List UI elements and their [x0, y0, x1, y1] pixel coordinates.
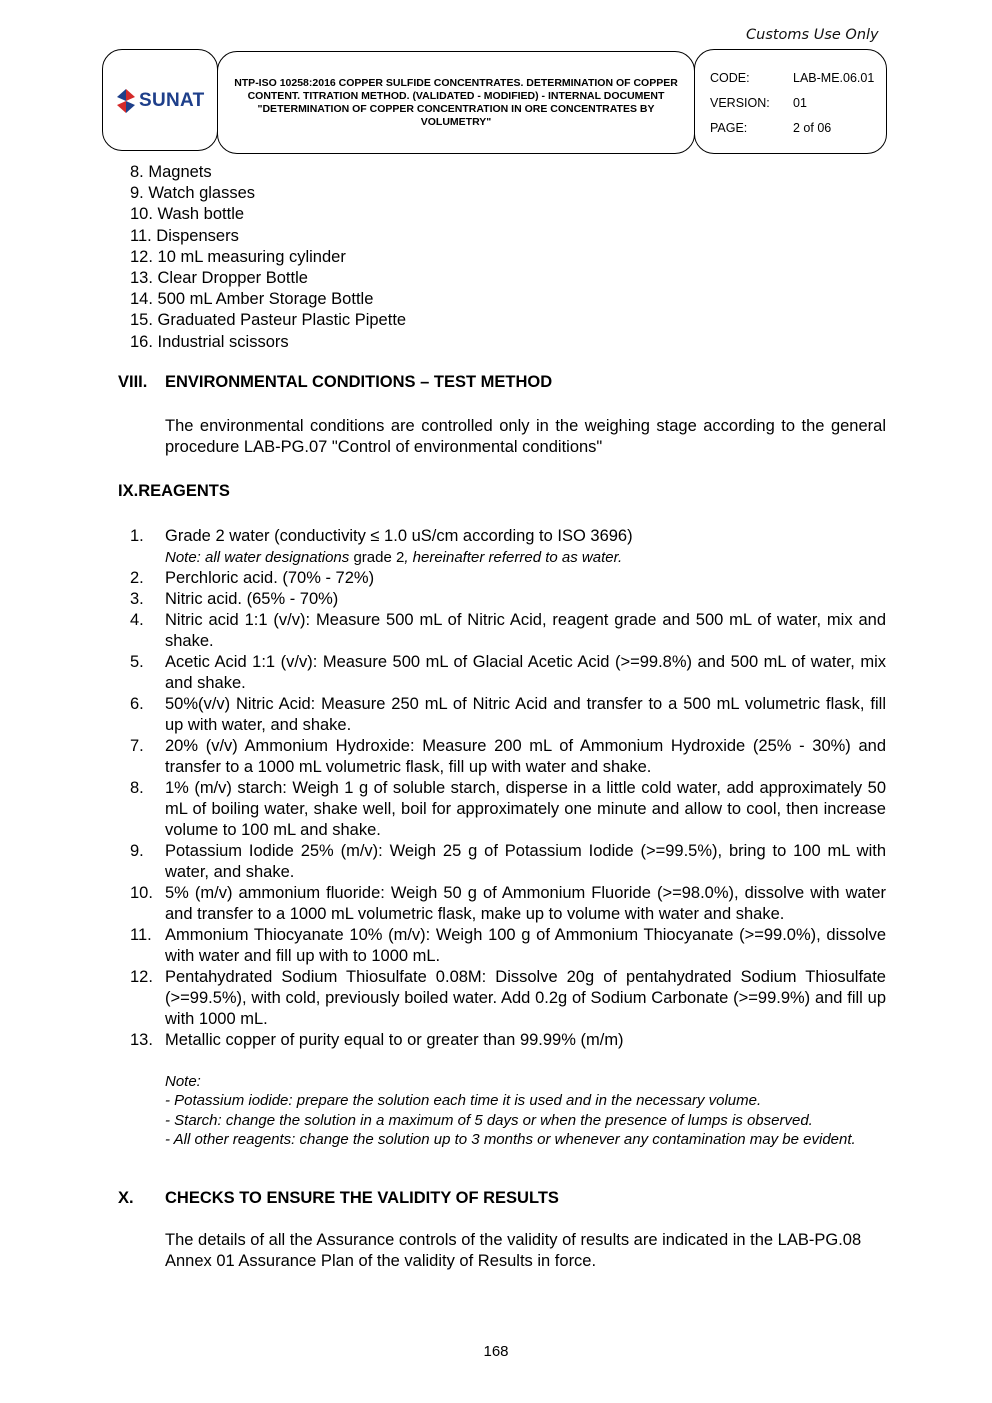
note-text: Note: all water designations: [165, 549, 354, 566]
logo-box: [102, 49, 218, 151]
item-number: 6.: [130, 695, 144, 713]
note-text: grade 2: [353, 549, 405, 566]
code-value: LAB-ME.06.01: [793, 71, 875, 85]
section-heading-x: [118, 1189, 559, 1208]
list-item: 14. 500 mL Amber Storage Bottle: [130, 290, 374, 309]
item-number: 10.: [130, 884, 153, 902]
item-number: 11.: [130, 926, 152, 944]
section-heading-ix: [118, 482, 230, 501]
item-number: 1.: [130, 527, 144, 545]
logo-text: SUNAT: [139, 90, 205, 111]
version-row: [710, 96, 807, 110]
section-heading-viii: [118, 373, 552, 392]
item-text: Nitric acid 1:1 (v/v): Measure 500 mL of Nitric Acid, reagent grade and 500 mL of water, mix and shake.: [165, 611, 886, 650]
item-text: Pentahydrated Sodium Thiosulfate 0.08M: Dissolve 20g of pentahydrated Sodium Thiosulfate (>=99.5%), with cold, previously boiled water. Add 0.2g of Sodium Carbonate (>=99.9%) and fill up with 1000 mL.: [165, 968, 886, 1028]
note-text: , hereinafter referred to as water.: [404, 549, 623, 566]
list-item: 15. Graduated Pasteur Plastic Pipette: [130, 311, 407, 330]
section-number: IX.: [118, 482, 139, 500]
note-line: - Potassium iodide: prepare the solution each time it is used and in the necessary volume.: [165, 1092, 762, 1110]
note-line: Note:: [165, 1073, 201, 1090]
item-note: [165, 549, 622, 566]
list-item: 12. 10 mL measuring cylinder: [130, 247, 346, 266]
item-text: 50%(v/v) Nitric Acid: Measure 250 mL of Nitric Acid and transfer to a 500 mL volumetric flask, fill up with water, and shake.: [165, 695, 886, 734]
list-item: [130, 967, 886, 1030]
section-viii-body: The environmental conditions are controlled only in the weighing stage according to the general procedure LAB-PG.07 "Control of environmental conditions": [165, 417, 886, 456]
list-item: [130, 925, 886, 967]
section-number: X.: [118, 1189, 134, 1207]
section-x-body: The details of all the Assurance controls of the validity of results are indicated in the LAB-PG.08 Annex 01 Assurance Plan of the validity of Results in force.: [165, 1231, 862, 1270]
page-value: 2 of 06: [793, 121, 832, 135]
item-text: Acetic Acid 1:1 (v/v): Measure 500 mL of Glacial Acetic Acid (>=99.8%) and 500 mL of water, mix and shake.: [165, 653, 886, 692]
page-number: 168: [483, 1343, 509, 1360]
list-item: 16. Industrial scissors: [130, 332, 289, 351]
note-line: - Starch: change the solution in a maximum of 5 days or when the presence of lumps is observed.: [165, 1111, 813, 1129]
item-number: 8.: [130, 779, 144, 797]
list-item: [130, 652, 886, 694]
item-text: Grade 2 water (conductivity ≤ 1.0 uS/cm according to ISO 3696): [165, 527, 633, 545]
code-label: CODE:: [710, 71, 750, 85]
code-row: [710, 71, 875, 85]
list-item: [130, 778, 886, 841]
list-item: [130, 526, 886, 568]
item-text: 1% (m/v) starch: Weigh 1 g of soluble starch, disperse in a little cold water, add approximately 50 mL of boiling water, shake well, boil for approximately one minute and allow to cool, then increase volume to 100 mL and shake.: [165, 779, 886, 839]
item-number: 3.: [130, 590, 144, 608]
materials-list: [130, 162, 406, 353]
item-text: Potassium Iodide 25% (m/v): Weigh 25 g of Potassium Iodide (>=99.5%), bring to 100 mL with water, and shake.: [165, 842, 886, 881]
list-item: 11. Dispensers: [130, 226, 239, 245]
list-item: 9. Watch glasses: [130, 184, 256, 203]
version-value: 01: [793, 96, 807, 110]
section-title: CHECKS TO ENSURE THE VALIDITY OF RESULTS: [165, 1189, 559, 1207]
item-text: Perchloric acid. (70% - 72%): [165, 569, 375, 587]
section-title: ENVIRONMENTAL CONDITIONS – TEST METHOD: [165, 373, 553, 391]
item-number: 4.: [130, 611, 144, 629]
item-number: 7.: [130, 737, 144, 755]
list-item: 10. Wash bottle: [130, 205, 245, 224]
customs-use-label: Customs Use Only: [746, 27, 879, 43]
page-label: PAGE:: [710, 121, 748, 135]
note-line: - All other reagents: change the solution up to 3 months or whenever any contamination may be evident.: [165, 1130, 856, 1148]
item-number: 13.: [130, 1031, 153, 1049]
list-item: [130, 1030, 886, 1051]
list-item: [130, 610, 886, 652]
item-number: 9.: [130, 842, 144, 860]
list-item: [130, 841, 886, 883]
list-item: [130, 568, 886, 589]
sunat-logo: [115, 88, 205, 114]
reagents-list: [130, 526, 886, 1051]
sunat-emblem-icon: [115, 88, 137, 114]
list-item: [130, 694, 886, 736]
item-text: Ammonium Thiocyanate 10% (m/v): Weigh 100 g of Ammonium Thiocyanate (>=99.0%), dissolve with water and fill up with to 1000 mL.: [165, 926, 886, 965]
list-item: 13. Clear Dropper Bottle: [130, 269, 308, 288]
reagent-notes: [165, 1072, 886, 1149]
item-number: 5.: [130, 653, 144, 671]
item-text: Nitric acid. (65% - 70%): [165, 590, 339, 608]
document-meta-box: [694, 49, 887, 154]
document-title-box: [217, 51, 695, 154]
section-number: VIII.: [118, 373, 148, 391]
item-number: 12.: [130, 968, 153, 986]
item-text: Metallic copper of purity equal to or greater than 99.99% (m/m): [165, 1031, 624, 1049]
list-item: [130, 736, 886, 778]
document-title: NTP-ISO 10258:2016 COPPER SULFIDE CONCENTRATES. DETERMINATION OF COPPER CONTENT. TITRATION METHOD. (VALIDATED - MODIFIED) - INTERNAL DOCUMENT "DETERMINATION OF COPPER CONCENTRATION IN ORE CONCENTRATES BY VOLUMETRY": [234, 76, 678, 128]
list-item: 8. Magnets: [130, 163, 212, 181]
version-label: VERSION:: [710, 96, 770, 110]
section-title: REAGENTS: [138, 482, 230, 500]
page-row: [710, 121, 832, 135]
item-text: 20% (v/v) Ammonium Hydroxide: Measure 200 mL of Ammonium Hydroxide (25% - 30%) and transfer to a 1000 mL volumetric flask, fill up with water and shake.: [165, 737, 886, 776]
item-number: 2.: [130, 569, 144, 587]
item-text: 5% (m/v) ammonium fluoride: Weigh 50 g of Ammonium Fluoride (>=98.0%), dissolve with water and transfer to a 1000 mL volumetric flask, make up to volume with water and shake.: [165, 884, 886, 923]
list-item: [130, 883, 886, 925]
list-item: [130, 589, 886, 610]
